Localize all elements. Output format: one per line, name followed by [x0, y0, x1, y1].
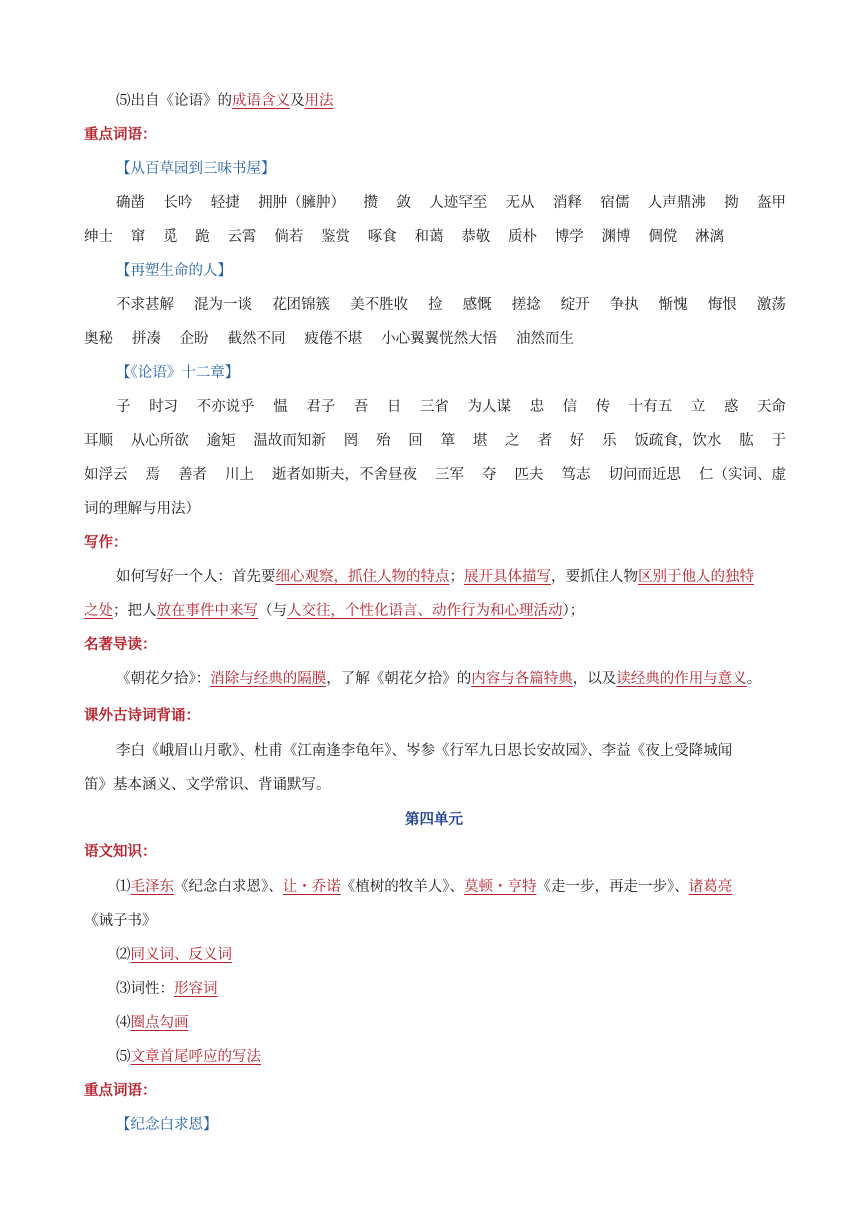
text: 《植树的牧羊人》、 [340, 879, 464, 895]
vocab-word: 混为一谈 [194, 297, 253, 313]
vocab-word: 立 [690, 399, 706, 415]
section-title: 【纪念白求恩】 [116, 1117, 218, 1133]
section-title: 【《论语》十二章】 [116, 365, 240, 381]
highlight-text: 区别于他人的独特 [638, 569, 754, 585]
text: ，以及 [572, 671, 617, 687]
vocab-word: 鉴赏 [321, 229, 350, 245]
vocab-word: 切问而近思 [608, 467, 681, 483]
vocab-word: 好 [569, 433, 585, 449]
vocab-heading: 重点词语： [84, 127, 157, 143]
poems-heading: 课外古诗词背诵： [84, 708, 200, 724]
highlight-text: 人交往，个性化语言、动作行为和心理活动 [287, 603, 563, 619]
vocab-word: 激荡 [756, 297, 786, 313]
vocab-word: 长吟 [163, 195, 193, 211]
vocab-word: 愠 [273, 399, 288, 415]
vocab-word: 小心翼翼恍然大悟 [381, 331, 498, 347]
poems-line-1: 李白《峨眉山月歌》、杜甫《江南逢李龟年》、岑参《行军九日思长安故园》、李益《夜上受降城闻 [116, 743, 733, 759]
vocab-word: 信 [562, 399, 578, 415]
vocab-word: 博学 [554, 229, 584, 245]
vocab-word: 恭敬 [461, 229, 491, 245]
highlight-text: 诸葛亮 [688, 879, 733, 895]
vocab-word: 敛 [396, 195, 411, 211]
poems-line-2: 笛》基本涵义、文学常识、背诵默写。 [84, 777, 331, 793]
vocab-word: 善者 [178, 467, 207, 483]
u4-item-1-tail: 《诫子书》 [84, 913, 157, 929]
vocab-word: 焉 [145, 467, 160, 483]
highlight-text: 毛泽东 [130, 879, 174, 895]
word-row [84, 329, 574, 349]
u4-vocab-heading: 重点词语： [84, 1083, 157, 1099]
vocab-word: 攒 [363, 195, 378, 211]
vocab-word: 啄食 [367, 229, 397, 245]
vocab-word: 日 [386, 399, 402, 415]
u4-item-3 [116, 979, 786, 999]
classics-heading: 名著导读： [84, 637, 157, 653]
vocab-word: 罔 [343, 433, 359, 449]
vocab-word: 之 [505, 433, 520, 449]
classics-line [116, 669, 786, 689]
section-title: 【从百草园到三味书屋】 [116, 161, 276, 177]
writing-line-1 [116, 567, 786, 587]
word-row [116, 397, 786, 417]
vocab-word: 逝者如斯夫，不舍昼夜 [272, 467, 417, 483]
vocab-word: 忠 [529, 399, 545, 415]
text: ；把人 [113, 603, 157, 619]
vocab-word: 三军 [435, 467, 464, 483]
word-row [84, 227, 724, 247]
vocab-word: 确凿 [116, 195, 145, 211]
text: ）； [562, 603, 585, 619]
vocab-word: 回 [408, 433, 423, 449]
text: 《走一步，再走一步》、 [536, 879, 689, 895]
highlight-text: 圈点勾画 [130, 1015, 189, 1031]
vocab-word: 倜傥 [648, 229, 678, 245]
item-text: ⑸出自《论语》的 [116, 93, 232, 109]
highlight-text: 同义词、反义词 [130, 947, 232, 963]
highlight-text: 之处 [84, 603, 113, 619]
writing-heading: 写作： [84, 535, 128, 551]
vocab-word: 如浮云 [84, 467, 128, 483]
item-text: 及 [290, 93, 305, 109]
item-number: ⑸ [116, 1049, 131, 1065]
vocab-word: 窜 [130, 229, 146, 245]
vocab-word: 天命 [756, 399, 786, 415]
word-row [84, 431, 786, 451]
highlight-text: 让・乔诺 [282, 879, 341, 895]
vocab-word: 仁（实词、虚 [699, 467, 786, 483]
vocab-word: 时习 [149, 399, 179, 415]
vocab-word: 箪 [440, 433, 456, 449]
unit-title: 第四单元 [405, 812, 463, 828]
word-row [84, 465, 786, 485]
vocab-word: 殆 [375, 433, 391, 449]
text: 《纪念白求恩》、 [174, 879, 283, 895]
vocab-word: 不求甚解 [116, 297, 174, 313]
writing-line-2 [84, 601, 786, 621]
vocab-word: 君子 [306, 399, 336, 415]
highlight-text: 文章首尾呼应的写法 [130, 1049, 261, 1065]
highlight-text: 形容词 [174, 981, 218, 997]
vocab-word: 质朴 [508, 229, 537, 245]
highlight-text: 读经典的作用与意义 [616, 671, 747, 687]
text: ； [449, 569, 464, 585]
text: ，了解《朝花夕拾》的 [326, 671, 472, 687]
highlight-text: 用法 [304, 93, 334, 109]
vocab-word: 拗 [724, 195, 739, 211]
item-number: ⑶词性： [116, 981, 174, 997]
section-title: 【再塑生命的人】 [116, 263, 232, 279]
word-row [116, 295, 786, 315]
vocab-word: 拼凑 [131, 331, 161, 347]
vocab-word: 企盼 [179, 331, 209, 347]
vocab-word: 截然不同 [227, 331, 286, 347]
vocab-word: 人迹罕至 [429, 195, 488, 211]
vocab-word: 从心所欲 [130, 433, 189, 449]
vocab-word: 笃志 [561, 467, 591, 483]
vocab-word: 惑 [723, 399, 739, 415]
knowledge-heading: 语文知识： [84, 844, 157, 860]
highlight-text: 展开具体描写 [464, 569, 551, 585]
vocab-word: 渊博 [601, 229, 631, 245]
vocab-word: 逾矩 [206, 433, 236, 449]
vocab-word: 美不胜收 [350, 297, 409, 313]
vocab-word: 惭愧 [658, 297, 688, 313]
vocab-word: 吾 [353, 399, 369, 415]
item-number: ⑴ [116, 879, 131, 895]
vocab-word: 肱 [739, 433, 754, 449]
highlight-text: 放在事件中来写 [156, 603, 258, 619]
vocab-word: 盔甲 [757, 195, 786, 211]
vocab-word: 子 [116, 399, 131, 415]
highlight-text: 成语含义 [232, 93, 290, 109]
highlight-text: 莫顿・亨特 [464, 879, 537, 895]
vocab-word: 淋漓 [695, 229, 724, 245]
vocab-word: 人声鼎沸 [647, 195, 706, 211]
vocab-word: 三省 [419, 399, 449, 415]
highlight-text: 内容与各篇特典 [471, 671, 573, 687]
highlight-text: 消除与经典的隔膜 [210, 671, 327, 687]
vocab-word: 绅士 [84, 229, 113, 245]
text: 如何写好一个人：首先要 [116, 569, 276, 585]
vocab-word: 乐 [602, 433, 617, 449]
vocab-word: 悔恨 [707, 297, 737, 313]
vocab-word: 为人谋 [467, 399, 511, 415]
vocab-word: 者 [537, 433, 552, 449]
vocab-word: 搓捻 [511, 297, 541, 313]
vocab-word: 绽开 [560, 297, 590, 313]
vocab-word: 于 [771, 433, 786, 449]
vocab-word: 倘若 [274, 229, 304, 245]
highlight-text: 细心观察，抓住人物的特点 [275, 569, 450, 585]
text: 。 [746, 671, 762, 687]
vocab-word: 宿儒 [600, 195, 630, 211]
vocab-word: 耳顺 [84, 433, 113, 449]
vocab-word: 不亦说乎 [196, 399, 255, 415]
item-number: ⑵ [116, 947, 131, 963]
u4-item-2 [116, 945, 786, 965]
vocab-word: 奥秘 [84, 331, 113, 347]
text: 《朝花夕拾》： [116, 671, 211, 687]
vocab-word: 觅 [163, 229, 178, 245]
word-row-tail: 词的理解与用法） [84, 501, 200, 517]
vocab-word: 拥肿（臃肿） [258, 195, 346, 211]
text: ，要抓住人物 [551, 569, 638, 585]
vocab-word: 川上 [225, 467, 254, 483]
vocab-word: 云霄 [227, 229, 257, 245]
vocab-word: 温故而知新 [253, 433, 326, 449]
vocab-word: 花团锦簇 [272, 297, 331, 313]
vocab-word: 匹夫 [514, 467, 544, 483]
vocab-word: 争执 [609, 297, 639, 313]
vocab-word: 堪 [472, 433, 488, 449]
vocab-word: 油然而生 [515, 331, 574, 347]
vocab-word: 消释 [553, 195, 582, 211]
text: （与 [258, 603, 287, 619]
u4-item-5 [116, 1047, 786, 1067]
vocab-word: 疲倦不堪 [304, 331, 363, 347]
word-row [116, 193, 786, 213]
u4-item-1-line [116, 877, 786, 897]
vocab-word: 传 [595, 399, 611, 415]
vocab-word: 无从 [505, 195, 535, 211]
item-number: ⑷ [116, 1015, 131, 1031]
vocab-word: 和蔼 [414, 229, 444, 245]
vocab-word: 饭疏食，饮水 [634, 433, 722, 449]
vocab-word: 夺 [482, 467, 497, 483]
vocab-word: 捡 [428, 297, 443, 313]
vocab-word: 十有五 [628, 399, 673, 415]
vocab-word: 感慨 [462, 297, 492, 313]
vocab-word: 轻捷 [210, 195, 240, 211]
u4-item-4 [116, 1013, 786, 1033]
item-5-line [116, 91, 786, 111]
vocab-word: 跪 [195, 229, 210, 245]
